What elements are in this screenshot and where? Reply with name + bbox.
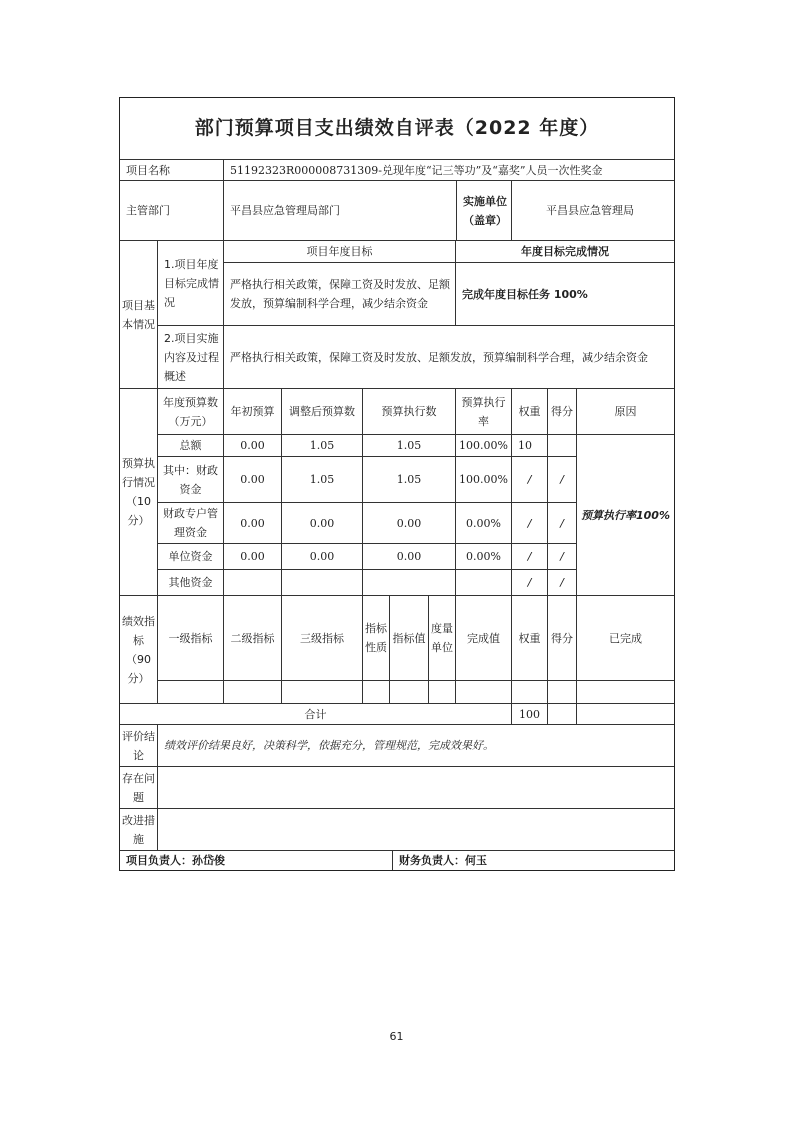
perf-cell bbox=[390, 681, 429, 704]
goal-label: 1.项目年度目标完成情况 bbox=[158, 241, 224, 326]
budget-row-weight: / bbox=[512, 544, 548, 570]
evaluation-label: 评价结论 bbox=[120, 725, 158, 767]
perf-cell bbox=[512, 681, 548, 704]
budget-row-score: / bbox=[548, 570, 577, 596]
perf-cell bbox=[282, 681, 363, 704]
project-lead-name: 孙岱俊 bbox=[192, 854, 225, 867]
budget-row-name: 其他资金 bbox=[158, 570, 224, 596]
perf-header-score: 得分 bbox=[548, 596, 577, 681]
perf-cell bbox=[158, 681, 224, 704]
evaluation-form bbox=[119, 97, 675, 871]
budget-row-rate: 0.00% bbox=[456, 544, 512, 570]
budget-row-initial: 0.00 bbox=[224, 503, 282, 544]
improve-label: 改进措施 bbox=[120, 809, 158, 851]
budget-row-adjusted: 0.00 bbox=[282, 544, 363, 570]
performance-label: 绩效指标（90分） bbox=[120, 596, 158, 704]
perf-header-value: 指标值 bbox=[390, 596, 429, 681]
content-label: 2.项目实施内容及过程概述 bbox=[158, 326, 224, 389]
budget-row-adjusted bbox=[282, 570, 363, 596]
improve-text bbox=[158, 809, 674, 851]
impl-unit-value: 平昌县应急管理局 bbox=[512, 181, 674, 241]
perf-header-reason: 已完成 bbox=[577, 596, 674, 681]
perf-cell bbox=[363, 681, 390, 704]
goal-header: 项目年度目标 bbox=[224, 241, 456, 263]
budget-row-score: / bbox=[548, 544, 577, 570]
total-weight: 100 bbox=[512, 704, 548, 725]
perf-header-level2: 二级指标 bbox=[224, 596, 282, 681]
budget-row-weight: / bbox=[512, 570, 548, 596]
form-title: 部门预算项目支出绩效自评表（2022 年度） bbox=[120, 98, 674, 160]
finance-lead-label: 财务负责人： bbox=[399, 854, 465, 867]
budget-row-initial: 0.00 bbox=[224, 544, 282, 570]
budget-row-executed: 1.05 bbox=[363, 457, 456, 503]
budget-header-reason: 原因 bbox=[577, 389, 674, 435]
completion-text: 完成年度目标任务 100% bbox=[456, 263, 674, 326]
budget-row-weight: 10 bbox=[512, 435, 548, 457]
budget-row-rate: 100.00% bbox=[456, 457, 512, 503]
budget-row-name: 总额 bbox=[158, 435, 224, 457]
impl-unit-label: 实施单位（盖章） bbox=[457, 181, 512, 241]
perf-header-unit: 度量单位 bbox=[429, 596, 456, 681]
perf-header-level1: 一级指标 bbox=[158, 596, 224, 681]
budget-header-rate: 预算执行率 bbox=[456, 389, 512, 435]
budget-row-score: / bbox=[548, 457, 577, 503]
perf-cell bbox=[548, 681, 577, 704]
budget-row-initial: 0.00 bbox=[224, 457, 282, 503]
budget-header-initial: 年初预算 bbox=[224, 389, 282, 435]
evaluation-text: 绩效评价结果良好，决策科学，依据充分，管理规范，完成效果好。 bbox=[158, 725, 674, 767]
budget-row-weight: / bbox=[512, 503, 548, 544]
project-name-label: 项目名称 bbox=[120, 160, 224, 181]
budget-label: 预算执行情况（10分） bbox=[120, 389, 158, 596]
budget-header-executed: 预算执行数 bbox=[363, 389, 456, 435]
problems-text bbox=[158, 767, 674, 809]
project-name-value: 51192323R000008731309-兑现年度“记三等功”及“嘉奖”人员一次性奖金 bbox=[224, 160, 674, 181]
perf-cell bbox=[224, 681, 282, 704]
perf-cell bbox=[577, 681, 674, 704]
budget-header-score: 得分 bbox=[548, 389, 577, 435]
dept-value: 平昌县应急管理局部门 bbox=[224, 181, 457, 241]
budget-row-rate: 0.00% bbox=[456, 503, 512, 544]
budget-row-executed bbox=[363, 570, 456, 596]
budget-row-adjusted: 1.05 bbox=[282, 457, 363, 503]
perf-header-completed: 完成值 bbox=[456, 596, 512, 681]
budget-row-initial bbox=[224, 570, 282, 596]
budget-row-adjusted: 0.00 bbox=[282, 503, 363, 544]
budget-row-rate bbox=[456, 570, 512, 596]
budget-header-funds: 年度预算数（万元） bbox=[158, 389, 224, 435]
budget-row-name: 财政专户管理资金 bbox=[158, 503, 224, 544]
project-lead bbox=[120, 851, 393, 870]
budget-row-executed: 1.05 bbox=[363, 435, 456, 457]
perf-cell bbox=[429, 681, 456, 704]
budget-row-name: 单位资金 bbox=[158, 544, 224, 570]
goal-text: 严格执行相关政策，保障工资及时发放、足额发放，预算编制科学合理，减少结余资金 bbox=[224, 263, 456, 326]
completion-header: 年度目标完成情况 bbox=[456, 241, 674, 263]
total-label: 合计 bbox=[120, 704, 512, 725]
total-reason bbox=[577, 704, 674, 725]
perf-header-level3: 三级指标 bbox=[282, 596, 363, 681]
budget-row-score: / bbox=[548, 503, 577, 544]
project-lead-label: 项目负责人： bbox=[126, 854, 192, 867]
budget-row-initial: 0.00 bbox=[224, 435, 282, 457]
budget-row-weight: / bbox=[512, 457, 548, 503]
budget-row-rate: 100.00% bbox=[456, 435, 512, 457]
budget-reason: 预算执行率100% bbox=[577, 435, 674, 596]
budget-row-executed: 0.00 bbox=[363, 544, 456, 570]
content-text: 严格执行相关政策，保障工资及时发放、足额发放，预算编制科学合理，减少结余资金 bbox=[224, 326, 674, 389]
budget-header-weight: 权重 bbox=[512, 389, 548, 435]
dept-label: 主管部门 bbox=[120, 181, 224, 241]
perf-header-nature: 指标性质 bbox=[363, 596, 390, 681]
total-score bbox=[548, 704, 577, 725]
page-number: 61 bbox=[389, 1030, 404, 1043]
budget-row-executed: 0.00 bbox=[363, 503, 456, 544]
finance-lead-name: 何玉 bbox=[465, 854, 487, 867]
budget-row-adjusted: 1.05 bbox=[282, 435, 363, 457]
budget-header-adjusted: 调整后预算数 bbox=[282, 389, 363, 435]
perf-cell bbox=[456, 681, 512, 704]
budget-row-score bbox=[548, 435, 577, 457]
budget-row-name: 其中：财政资金 bbox=[158, 457, 224, 503]
problems-label: 存在问题 bbox=[120, 767, 158, 809]
perf-header-weight: 权重 bbox=[512, 596, 548, 681]
finance-lead bbox=[393, 851, 674, 870]
basic-info-label: 项目基本情况 bbox=[120, 241, 158, 389]
